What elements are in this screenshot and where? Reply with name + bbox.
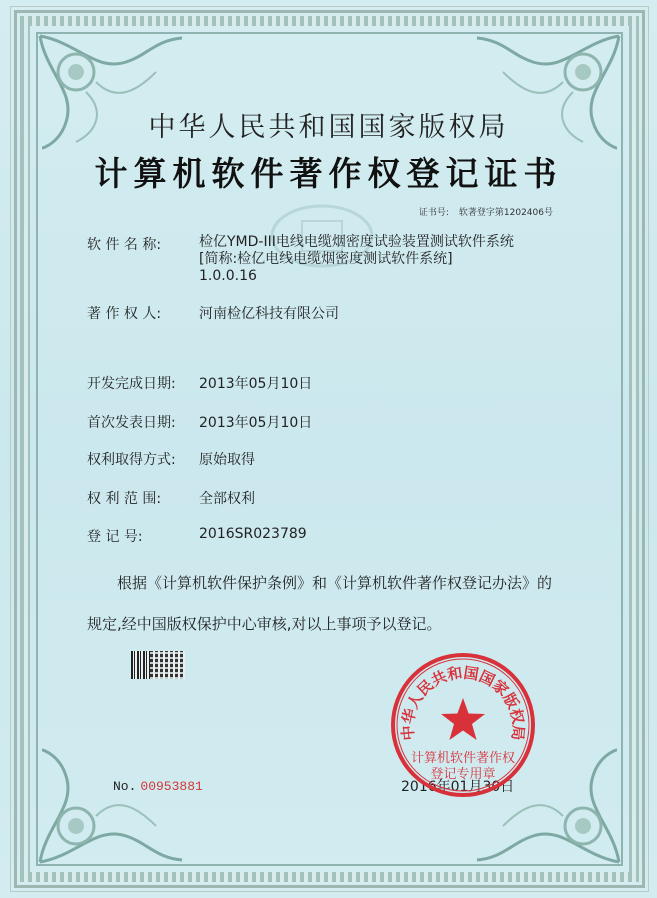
field-label: 登 记 号: xyxy=(87,529,143,545)
software-name-line: 检亿YMD-III电线电缆烟密度试验装置测试软件系统 xyxy=(199,234,514,250)
serial-label: No. xyxy=(113,779,137,794)
field-acquisition xyxy=(87,449,255,469)
seal-star-icon xyxy=(441,698,485,740)
field-value: 河南检亿科技有限公司 xyxy=(199,306,339,322)
seal-line-2: 登记专用章 xyxy=(430,767,496,782)
certificate-title: 计算机软件著作权登记证书 xyxy=(94,154,563,193)
field-software-name xyxy=(87,234,514,285)
field-value: 全部权利 xyxy=(199,491,255,507)
field-label: 著 作 权 人: xyxy=(87,306,162,322)
serial-number xyxy=(113,779,203,794)
field-label: 开发完成日期: xyxy=(87,376,176,392)
software-version-line: 1.0.0.16 xyxy=(199,268,257,284)
field-value: 2016SR023789 xyxy=(199,526,307,542)
official-seal xyxy=(388,650,538,800)
qr-code-icon xyxy=(150,651,184,679)
field-label: 首次发表日期: xyxy=(87,415,176,431)
field-label: 权利取得方式: xyxy=(87,452,176,468)
field-value: 原始取得 xyxy=(199,452,255,468)
field-label: 权 利 范 围: xyxy=(87,491,162,507)
statement-line-1: 根据《计算机软件保护条例》和《计算机软件著作权登记办法》的 xyxy=(117,574,553,592)
seal-ring-text: 中华人民共和国国家版权局 xyxy=(398,663,528,742)
field-value xyxy=(199,234,514,285)
field-scope xyxy=(87,488,255,508)
certificate-number xyxy=(419,205,553,218)
field-value: 2013年05月10日 xyxy=(199,415,313,431)
field-registration-number xyxy=(87,526,307,546)
field-pub-date xyxy=(87,412,312,432)
issuer-title: 中华人民共和国国家版权局 xyxy=(148,112,509,143)
field-value: 2013年05月10日 xyxy=(199,376,313,392)
field-dev-date xyxy=(87,373,312,393)
certificate-number-value: 软著登字第1202406号 xyxy=(458,208,553,218)
statement-line-2: 规定,经中国版权保护中心审核,对以上事项予以登记。 xyxy=(87,615,442,633)
field-label: 软 件 名 称: xyxy=(87,237,162,253)
certificate-number-label: 证书号: xyxy=(418,208,449,218)
seal-line-1: 计算机软件著作权 xyxy=(410,751,516,766)
field-owner xyxy=(87,303,339,323)
issue-date: 2016年01月30日 xyxy=(401,779,515,795)
corner-ornament-icon xyxy=(36,746,186,866)
software-short-name-line: [简称:检亿电线电缆烟密度测试软件系统] xyxy=(199,251,453,267)
serial-value: 00953881 xyxy=(140,779,203,794)
